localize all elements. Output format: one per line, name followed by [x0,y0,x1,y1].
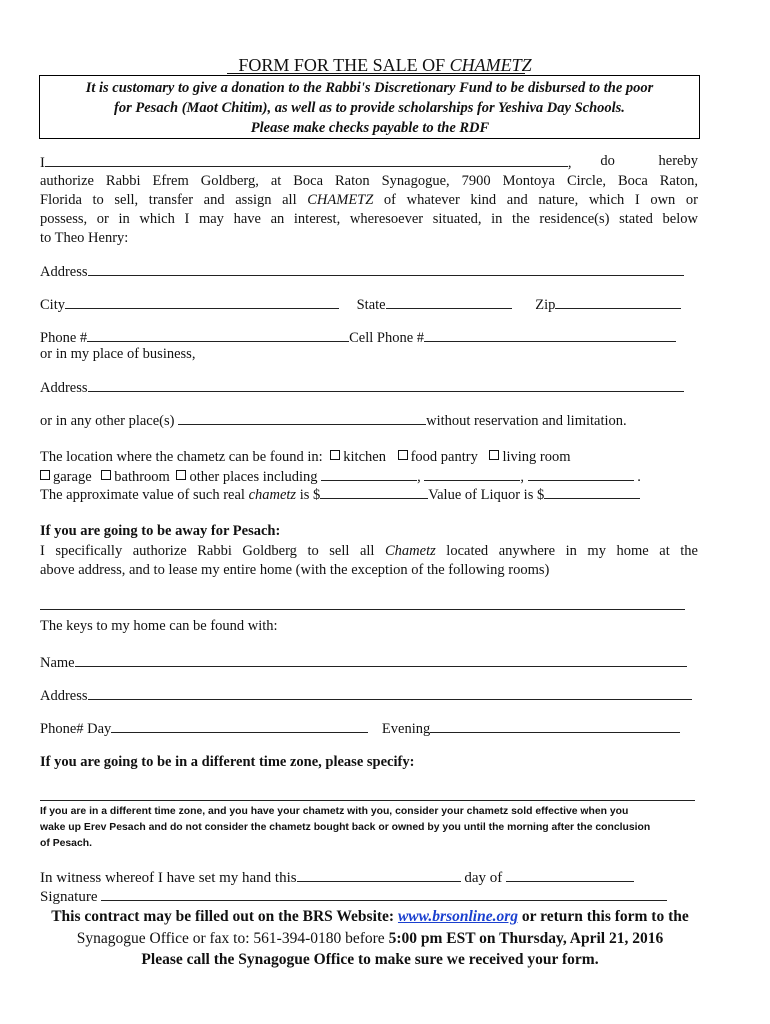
living-room-checkbox[interactable] [489,450,499,460]
business-address-field[interactable] [88,378,684,392]
footer-fax-text: Synagogue Office or fax to: 561-394-0180 before [76,930,389,947]
intro-line-4: possess, or in which I may have an interest, wheresoever situated, in the residence(s) stated below [40,211,698,227]
keys-label: The keys to my home can be found with: [40,618,278,634]
city-label: City [40,297,65,313]
living-room-label: living room [502,449,571,465]
witness-day-field[interactable] [297,868,461,882]
value-row [40,485,640,504]
bathroom-label: bathroom [114,469,170,485]
address-row [40,262,684,281]
phone-field[interactable] [87,328,349,342]
other-place-field-1[interactable] [321,467,417,481]
notice-line-1: It is customary to give a donation to the Rabbi's Discretionary Fund to be disbursed to the poor [85,80,654,96]
timezone-note-3: of Pesach. [40,838,92,849]
state-label: State [356,297,386,313]
brs-website-link[interactable]: www.brsonline.org [397,908,518,925]
period: . [637,469,641,485]
kitchen-checkbox[interactable] [330,450,340,460]
footer-deadline: 5:00 pm EST on Thursday, April 21, 2016 [388,930,664,947]
business-address-row [40,378,684,397]
cell-phone-field[interactable] [424,328,676,342]
other-places-row [40,411,627,430]
bathroom-checkbox[interactable] [101,470,111,480]
state-field[interactable] [386,295,512,309]
city-state-zip-row [40,295,681,314]
intro-l3a: Florida to sell, transfer and assign all [40,192,308,208]
title-underline [227,73,525,74]
timezone-heading: If you are going to be in a different time zone, please specify: [40,754,415,770]
intro-line-1 [40,153,698,172]
phone-row [40,328,676,347]
intro-l3c: of whatever kind and nature, which I own or [373,192,698,208]
away-line-1 [40,542,698,561]
signature-field[interactable] [101,887,667,901]
witness-row [40,868,634,887]
pantry-checkbox[interactable] [398,450,408,460]
intro-line-2: authorize Rabbi Efrem Goldberg, at Boca Raton Synagogue, 7900 Montoya Circle, Boca Raton, [40,173,698,189]
timezone-note-2: wake up Erev Pesach and do not consider the chametz bought back or owned by you until the morning after the conclusion [40,822,651,833]
keys-name-row [40,653,687,672]
away-paragraph [40,542,698,580]
phone-day-label: Phone# Day [40,721,112,737]
location-row-1 [40,449,571,466]
without-reservation-text: without reservation and limitation. [426,413,627,429]
business-place-text: or in my place of business, [40,346,196,362]
excluded-rooms-field[interactable] [40,609,685,610]
comma-2: , [520,469,525,485]
zip-label: Zip [535,297,556,313]
footer-line-2 [0,930,740,948]
intro-paragraph [40,172,698,248]
garage-label: garage [53,469,92,485]
location-row-2 [40,467,641,486]
timezone-note [40,804,700,852]
other-places-label: or in any other place(s) [40,413,175,429]
title-chametz: CHAMETZ [449,55,532,75]
intro-line-3 [40,191,698,210]
intro-comma: , [567,155,572,171]
address-field[interactable] [88,262,684,276]
witness-month-field[interactable] [506,868,634,882]
address-label: Address [40,264,88,280]
owner-name-field[interactable] [45,153,568,167]
keys-address-label: Address [40,688,88,704]
value-label-chametz: chametz [248,487,297,503]
keys-name-label: Name [40,655,75,671]
intro-chametz: CHAMETZ [307,192,374,208]
away-p1c: located anywhere in my home at the [435,543,698,559]
timezone-note-1: If you are in a different time zone, and you have your chametz with you, consider your chametz sold effective when you [40,806,629,817]
other-place-field-2[interactable] [424,467,520,481]
liquor-value-field[interactable] [544,485,640,499]
keys-address-field[interactable] [88,686,692,700]
title-text: FORM FOR THE SALE OF [238,55,450,75]
kitchen-label: kitchen [343,449,386,465]
zip-field[interactable] [555,295,681,309]
phone-day-field[interactable] [111,719,368,733]
location-intro: The location where the chametz can be found in: [40,449,323,465]
away-p1a: I specifically authorize Rabbi Goldberg to sell all [40,543,385,559]
value-label-c: is $ [296,487,321,503]
chametz-value-field[interactable] [320,485,428,499]
pantry-label: food pantry [410,449,478,465]
comma-1: , [417,469,421,485]
keys-name-field[interactable] [75,653,687,667]
witness-text: In witness whereof I have set my hand this [40,870,297,886]
other-places-field[interactable] [178,411,426,425]
intro-i: I [40,155,45,171]
timezone-field[interactable] [40,800,695,801]
keys-address-row [40,686,692,705]
phone-label: Phone # [40,330,88,346]
footer-line-1 [0,908,740,926]
business-address-label: Address [40,380,88,396]
footer-line-3: Please call the Synagogue Office to make sure we received your form. [141,951,599,968]
other-places-including-label: other places including [189,469,318,485]
other-places-checkbox[interactable] [176,470,186,480]
city-field[interactable] [65,295,339,309]
signature-label: Signature [40,889,98,905]
keys-phone-row [40,719,680,738]
away-heading: If you are going to be away for Pesach: [40,523,281,539]
phone-evening-field[interactable] [430,719,680,733]
other-place-field-3[interactable] [528,467,634,481]
footer-text-b: or return this form to the [518,908,689,925]
checks-payable-note: Please make checks payable to the RDF [250,120,490,136]
footer-text-a: This contract may be filled out on the BRS Website: [51,908,398,925]
value-label-a: The approximate value of such real [40,487,249,503]
away-chametz: Chametz [385,543,436,559]
intro-line-5: to Theo Henry: [40,230,129,246]
intro-do-hereby: do hereby [600,153,698,169]
phone-evening-label: Evening [381,721,431,737]
cell-phone-label: Cell Phone # [349,330,425,346]
notice-line-2: for Pesach (Maot Chitim), as well as to provide scholarships for Yeshiva Day Schools. [114,100,625,116]
liquor-value-label: Value of Liquor is $ [428,487,545,503]
garage-checkbox[interactable] [40,470,50,480]
away-line-2: above address, and to lease my entire home (with the exception of the following rooms) [40,562,550,578]
signature-row [40,887,667,906]
day-of-label: day of [464,870,503,886]
